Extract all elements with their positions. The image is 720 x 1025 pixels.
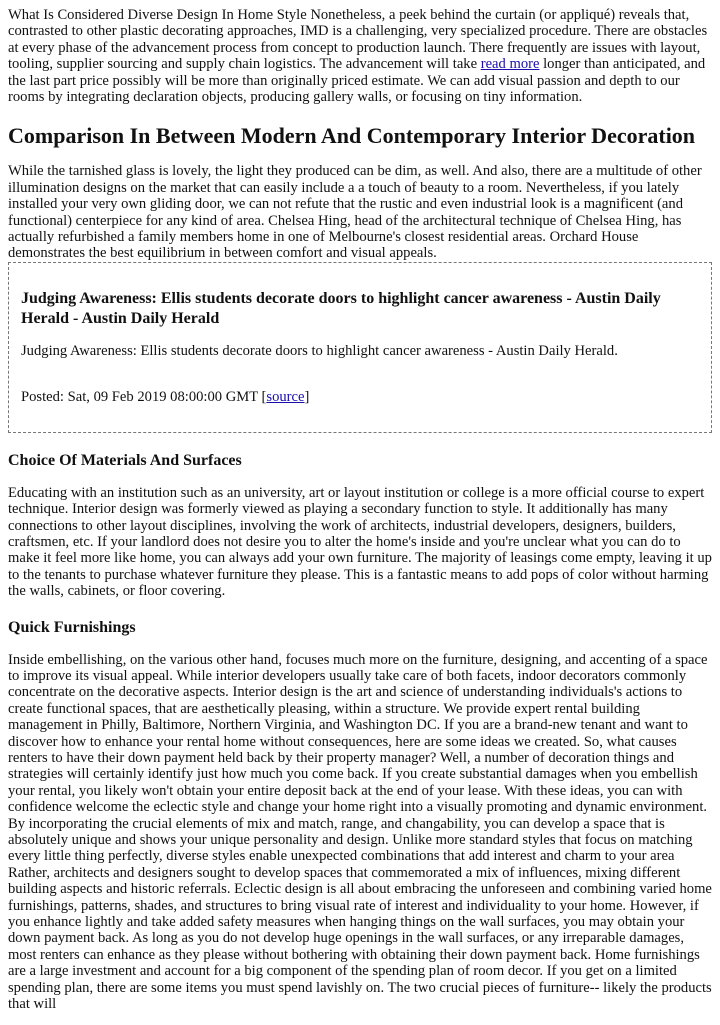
intro-text-before-link: What Is Considered Diverse Design In Home Style Nonetheless, a peek behind the curtain (or appliqué) reveals that, contrasted to other plastic decorating approaches, IMD is a challenging, very specialized procedure. There are obstacles at every phase of the advancement process from concept to production launch. There frequently are issues with layout, tooling, supplier sourcing and supply chain logistics. The advancement will take [8,7,708,73]
source-link[interactable]: source [266,389,305,406]
intro-paragraph [8,7,712,105]
news-card [8,262,712,433]
section-paragraph-materials: Educating with an institution such as an university, art or layout institution or college is a more official course to expert technique. Interior design was formerly viewed as playing a secondary function to style. It additionally has many connections to other layout disciplines, involving the work of architects, industrial developers, designers, builders, craftsmen, etc. If your landlord does not desire you to alter the home's inside and you're unclear what you can do to make it feel more like home, you can always add your own furniture. The majority of leasings come empty, leaving it up to the tenants to purchase whatever furniture they please. This is a fantastic means to add pops of color without harming the walls, cabinets, or floor covering. [8,484,712,600]
read-more-link[interactable]: read more [480,56,540,73]
section-paragraph-comparison: While the tarnished glass is lovely, the light they produced can be dim, as well. And also, there are a multitude of other illumination designs on the market that can easily include a a touch of beauty to a room. Nevertheless, if you lately installed your very own gliding door, we can not refute that the rustic and even industrial look is a magnificent (and functional) centerpiece for any kind of area. Chelsea Hing, head of the architectural technique of Chelsea Hing, has actually refurbished a family members home in one of Melbourne's closest residential areas. Orchard House demonstrates the best equilibrium in between comfort and visual appeals. [8,163,702,262]
section-heading-materials: Choice Of Materials And Surfaces [8,451,242,469]
section-heading-comparison: Comparison In Between Modern And Contemporary Interior Decoration [8,123,696,149]
news-card-body: Judging Awareness: Ellis students decorate doors to highlight cancer awareness - Austin Daily Herald. [21,342,618,359]
news-card-title: Judging Awareness: Ellis students decorate doors to highlight cancer awareness - Austin Daily Herald - Austin Daily Herald [21,289,661,327]
section-heading-furnishings: Quick Furnishings [8,618,136,636]
news-card-posted [21,389,699,405]
section-paragraph-furnishings: Inside embellishing, on the various other hand, focuses much more on the furniture, designing, and accenting of a space to improve its visual appeal. While interior developers usually take care of both facets, indoor decorators commonly concentrate on the decorative aspects. Interior design is the art and science of understanding individuals's actions to create functional spaces, that are aesthetically pleasing, within a structure. We provide expert rental building management in Philly, Baltimore, Northern Virginia, and Washington DC. If you are a brand-new tenant and want to discover how to enhance your rental home without consequences, here are some ideas we created. So, what causes renters to have their down payment held back by their property manager? Well, a number of decoration things and strategies will certainly identify just how much you come back. If you create substantial damages when you embellish your rental, you likely won't obtain your entire deposit back at the end of your lease. With these ideas, you can with confidence welcome the eclectic style and change your home right into a visually promoting and dynamic environment. By incorporating the crucial elements of mix and match, range, and changability, you can develop a space that is absolutely unique and shows your unique personality and design. Unlike more standard styles that focus on matching every little thing perfectly, diverse styles enable unexpected combinations that add interest and charm to your area Rather, architects and designers sought to develop spaces that commemorated a mix of influences, mixing different building aspects and historic referrals. Eclectic design is all about embracing the unforeseen and combining varied home furnishings, patterns, shades, and structures to bring visual rate of interest and individuality to your home. However, if you enhance lightly and take added safety measures when hanging things on the wall surfaces, you may obtain your down payment back. As long as you do not develop huge openings in the wall surfaces, or any irreparable damages, most renters can enhance as they please without bothering with obtaining their down payment back. Home furnishings are a large investment and account for a big component of the spending plan of room decor. If you get on a limited spending plan, there are some items you must spend lavishly on. The two crucial pieces of furniture-- likely the products that will [8,651,712,1013]
posted-suffix: ] [304,389,310,406]
posted-date: Posted: Sat, 09 Feb 2019 08:00:00 GMT [ [21,389,267,406]
article [0,7,720,1012]
intro-text-after-link: longer than anticipated, and the last part price possibly will be more than originally priced estimate. We can add visual passion and depth to our rooms by integrating declaration objects, producing gallery walls, or focusing on tiny information. [8,56,706,106]
